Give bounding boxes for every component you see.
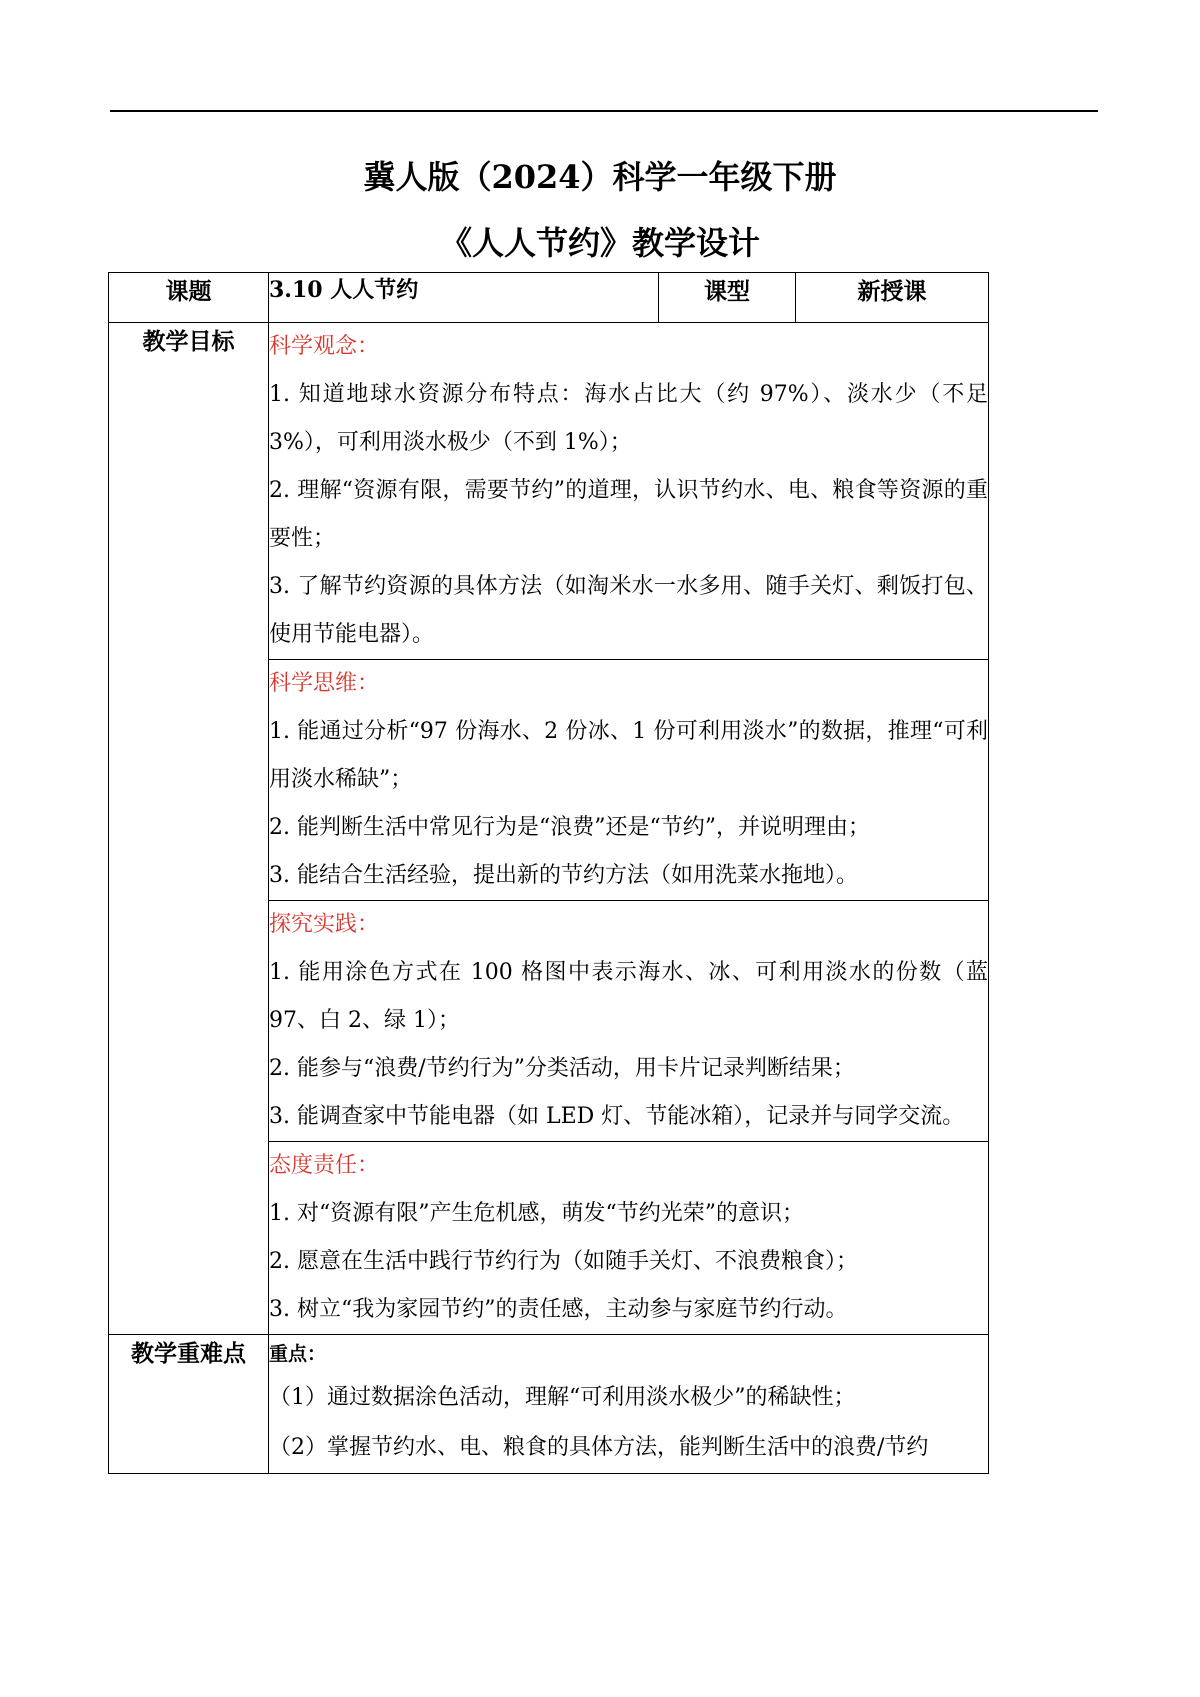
- list-item: 3. 能结合生活经验，提出新的节约方法（如用洗菜水拖地）。: [269, 863, 858, 888]
- lesson-plan-table: [108, 272, 989, 1474]
- type-label: 课型: [659, 273, 796, 323]
- section-science-concept: [269, 323, 989, 660]
- list-item: （1）通过数据涂色活动，理解“可利用淡水极少”的稀缺性；: [269, 1385, 856, 1410]
- section-title: 科学观念：: [269, 334, 380, 359]
- list-item: 1. 知道地球水资源分布特点：海水占比大（约 97%）、淡水少（不足 3%），可利用淡水极少（不到 1%）；: [269, 382, 988, 455]
- header-row: [109, 273, 989, 323]
- objectives-row-1: [109, 323, 989, 660]
- section-science-thinking: [269, 660, 989, 901]
- list-item: 3. 树立“我为家园节约”的责任感，主动参与家庭节约行动。: [269, 1297, 848, 1322]
- list-item: 1. 对“资源有限”产生危机感，萌发“节约光荣”的意识；: [269, 1201, 804, 1226]
- list-item: 2. 理解“资源有限，需要节约”的道理，认识节约水、电、粮食等资源的重要性；: [269, 478, 988, 551]
- list-item: 2. 愿意在生活中践行节约行为（如随手关灯、不浪费粮食）；: [269, 1249, 858, 1274]
- list-item: 2. 能参与“浪费/节约行为”分类活动，用卡片记录判断结果；: [269, 1056, 855, 1081]
- section-inquiry-practice: [269, 901, 989, 1142]
- keypoints-heading: 重点：: [269, 1343, 327, 1365]
- list-item: （2）掌握节约水、电、粮食的具体方法，能判断生活中的浪费/节约: [269, 1435, 929, 1460]
- keypoints-label: 教学重难点: [109, 1335, 269, 1474]
- list-item: 3. 了解节约资源的具体方法（如淘米水一水多用、随手关灯、剩饭打包、使用节能电器）。: [269, 574, 988, 647]
- section-attitude-responsibility: [269, 1142, 989, 1335]
- section-title: 探究实践：: [269, 912, 380, 937]
- list-item: 1. 能通过分析“97 份海水、2 份冰、1 份可利用淡水”的数据，推理“可利用淡水稀缺”；: [269, 719, 988, 792]
- topic-value: 3.10 人人节约: [269, 273, 659, 323]
- list-item: 3. 能调查家中节能电器（如 LED 灯、节能冰箱），记录并与同学交流。: [269, 1104, 965, 1129]
- top-rule: [110, 110, 1098, 112]
- objectives-label: 教学目标: [109, 323, 269, 1335]
- keypoints-content: [269, 1335, 989, 1474]
- list-item: 2. 能判断生活中常见行为是“浪费”还是“节约”，并说明理由；: [269, 815, 870, 840]
- type-value: 新授课: [796, 273, 989, 323]
- list-item: 1. 能用涂色方式在 100 格图中表示海水、冰、可利用淡水的份数（蓝 97、白 2、绿 1）；: [269, 960, 988, 1033]
- section-title: 态度责任：: [269, 1153, 380, 1178]
- section-title: 科学思维：: [269, 671, 380, 696]
- document-title: 冀人版（2024）科学一年级下册: [363, 158, 837, 196]
- document-subtitle: 《人人节约》教学设计: [439, 224, 760, 262]
- topic-label: 课题: [109, 273, 269, 323]
- keypoints-row: [109, 1335, 989, 1474]
